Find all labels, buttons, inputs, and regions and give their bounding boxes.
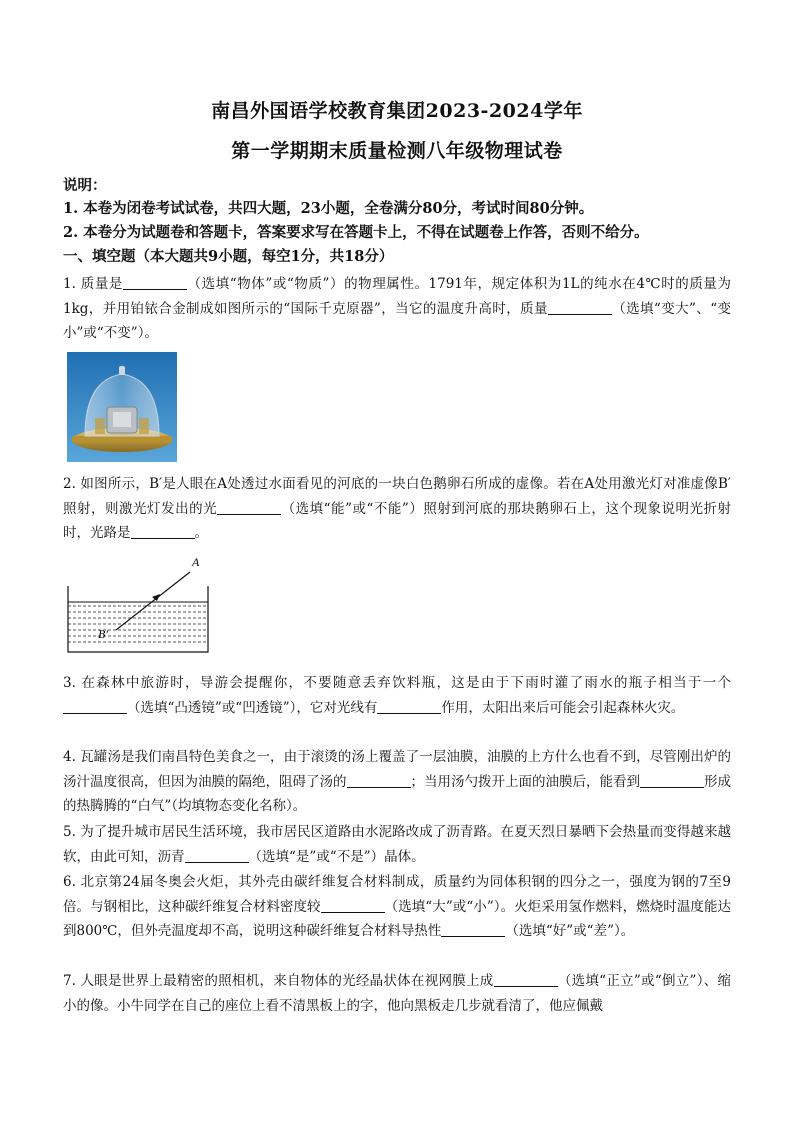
question-6	[63, 870, 731, 944]
q3-text-c: 作用，太阳出来后可能会引起森林火灾。	[441, 699, 685, 716]
q3-blank-2	[377, 698, 441, 714]
q1-blank-1	[123, 274, 187, 290]
exam-title-line2: 第一学期期末质量检测八年级物理试卷	[231, 140, 563, 162]
q2-text-c: 。	[194, 525, 208, 541]
refraction-diagram	[62, 556, 214, 656]
point-a-label: A	[192, 556, 200, 569]
q6-blank-1	[321, 897, 385, 913]
question-5	[63, 820, 731, 869]
q4-text-a: 4. 瓦罐汤是我们南昌特色美食之一，由于滚烫的汤上覆盖了一层油膜，油膜的上方什么也看不到，尽管刚出炉的汤汁温度很高，但因为油膜的隔绝，阻碍了汤的	[63, 749, 731, 790]
q2-text-b: （选填“能”或“不能”）照射到河底的那块鹅卵石上，这个现象说明光折射时，光路是	[63, 500, 732, 541]
q4-blank-2	[640, 772, 704, 788]
question-7	[63, 969, 731, 1018]
q6-text-c: （选填“好”或“差”）。	[505, 923, 635, 939]
q7-text-a: 7. 人眼是世界上最精密的照相机，来自物体的光经晶状体在视网膜上成	[63, 973, 494, 989]
q6-text-a: 6. 北京第24届冬奥会火炬，其外壳由碳纤维复合材料制成，质量约为同体积钢的四分之一，强度为钢的7至9倍。与钢相比，这种碳纤维复合材料密度较	[63, 874, 731, 915]
q1-blank-2	[548, 299, 612, 315]
q6-text-b: （选填“大”或“小”）。火炬采用氢作燃料，燃烧时温度能达到800℃，但外壳温度却不高，说明这种碳纤维复合材料导热性	[63, 898, 732, 939]
q5-text-a: 5. 为了提升城市居民生活环境，我市居民区道路由水泥路改成了沥青路。在夏天烈日暴晒下会热量而变得越来越软，由此可知，沥青	[63, 824, 731, 865]
q4-blank-1	[347, 772, 411, 788]
point-b-label: B′	[98, 627, 108, 641]
instruction-item-1: 1. 本卷为闭卷考试试卷，共四大题，23小题，全卷满分80分，考试时间80分钟。	[63, 200, 594, 217]
q3-blank-1	[63, 698, 127, 714]
q5-blank-1	[185, 847, 249, 863]
q5-text-b: （选填“是”或“不是”）晶体。	[248, 848, 425, 865]
q3-text-a: 3. 在森林中旅游时，导游会提醒你，不要随意丢弃饮料瓶，这是由于下雨时灌了雨水的瓶子相当于一个	[63, 675, 731, 691]
kilogram-prototype-image	[67, 352, 177, 462]
q4-text-c: 形成的热腾腾的“白气”（均填物态变化名称）。	[63, 773, 731, 814]
q7-blank-1	[494, 971, 558, 987]
question-3	[63, 671, 731, 720]
question-4	[63, 745, 731, 819]
q1-text-c: （选填“变大”、“变小”或“不变”）。	[63, 300, 731, 341]
section-heading: 一、填空题（本大题共9小题，每空1分，共18分）	[63, 248, 394, 265]
q1-text-a: 1. 质量是	[63, 276, 123, 292]
q3-text-b: （选填“凸透镜”或“凹透镜”），它对光线有	[127, 699, 378, 716]
instructions-label: 说明：	[63, 177, 107, 194]
q1-text-b: （选填“物体”或“物质”）的物理属性。1791年，规定体积为1L的纯水在4℃时的质量为1kg，并用铂铱合金制成如图所示的“国际千克原器”，当它的温度升高时，质量	[63, 276, 731, 317]
q2-text-a: 2. 如图所示，B′是人眼在A处透过水面看见的河底的一块白色鹅卵石所成的虚像。若在A处用激光灯对准虚像B′照射，则激光灯发出的光	[63, 476, 731, 517]
instruction-item-2: 2. 本卷分为试题卷和答题卡，答案要求写在答题卡上，不得在试题卷上作答，否则不给分。	[63, 224, 649, 241]
exam-title-line1: 南昌外国语学校教育集团2023-2024学年	[211, 100, 583, 122]
q6-blank-2	[441, 921, 505, 937]
q7-text-b: （选填“正立”或“倒立”）、缩小的像。小牛同学在自己的座位上看不清黑板上的字，他向黑板走几步就看清了，他应佩戴	[63, 973, 732, 1014]
question-2	[63, 472, 731, 546]
q2-blank-2	[131, 523, 195, 539]
q4-text-b: ；当用汤勺拨开上面的油膜后，能看到	[410, 773, 640, 790]
question-1	[63, 272, 731, 346]
q2-blank-1	[217, 499, 281, 515]
